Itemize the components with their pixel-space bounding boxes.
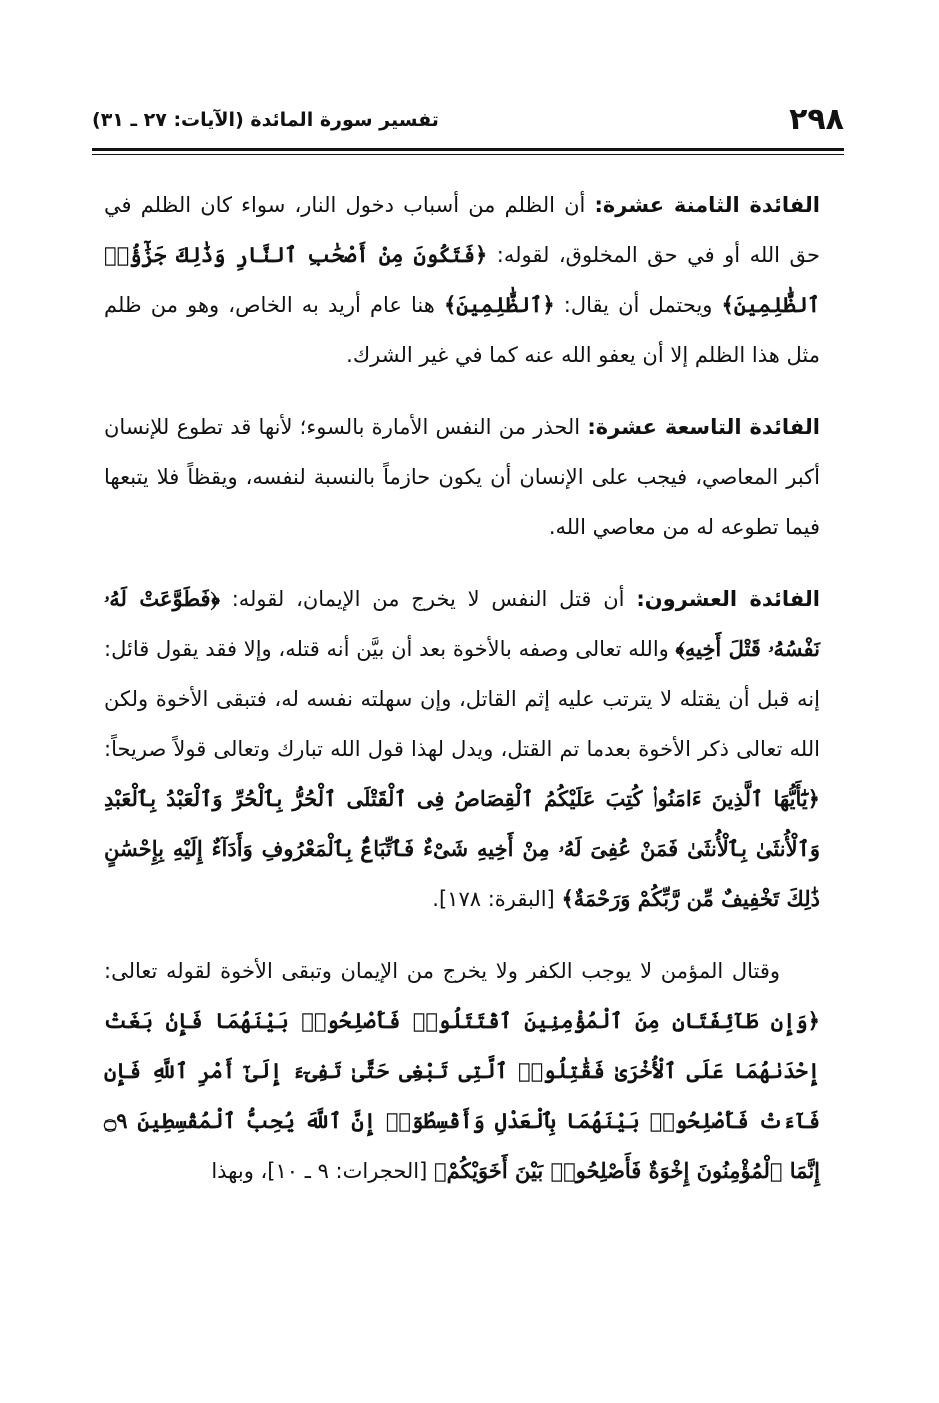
quran-verse: ﴿فَتَكُونَ مِنْ أَصْحَٰبِ ٱلنَّارِ وَذَٰلِكَ جَزَٰٓؤُا۟ ٱلظَّٰلِمِينَ﴾ <box>104 242 820 317</box>
paragraph <box>104 402 820 552</box>
body-segment: والله تعالى وصفه بالأخوة بعد أن بيَّن أنه قتله، وإلا فقد يقول قائل: إنه قبل أن يقتله لا يترتب عليه إثم القاتل، وإن سهلته نفسه له، فتبقى الأخوة ولكن الله تعالى ذكر الأخوة بعدما تم القتل، ويدل لهذا قول الله تبارك وتعالى قولاً صريحاً: <box>104 637 820 761</box>
paragraph <box>104 180 820 380</box>
body-segment: الحذر من النفس الأمارة بالسوء؛ لأنها قد تطوع للإنسان أكبر المعاصي، فيجب على الإنسان أن يكون حازماً بالنسبة لنفسه، ويقظاً فلا يتبعها فيما تطوعه له من معاصي الله. <box>104 415 820 539</box>
paragraph-lead: الفائدة التاسعة عشرة: <box>587 415 820 439</box>
paragraph-lead: الفائدة الثامنة عشرة: <box>594 193 820 217</box>
header-rule <box>92 148 844 151</box>
body-segment: وقتال المؤمن لا يوجب الكفر ولا يخرج من الإيمان وتبقى الأخوة لقوله تعالى: <box>104 959 780 983</box>
verse-reference: [الحجرات: ٩ ـ ١٠] <box>267 1159 428 1183</box>
body-segment: أن الظلم من أسباب دخول النار، سواء كان الظلم في حق الله أو في حق المخلوق، لقوله: <box>104 193 820 267</box>
page-header <box>92 100 844 146</box>
body-text <box>104 180 820 1196</box>
quran-verse: ﴿وَإِن طَآئِفَتَانِ مِنَ ٱلْمُؤْمِنِينَ ٱقْتَتَلُوا۟ فَأَصْلِحُوا۟ بَيْنَهُمَا فَإِنۢ بَغَتْ إِحْدَىٰهُمَا عَلَى ٱلْأُخْرَىٰ فَقَٰتِلُوا۟ ٱلَّتِى تَبْغِى حَتَّىٰ تَفِىٓءَ إِلَىٰٓ أَمْرِ ٱللَّهِ فَإِن فَآءَتْ فَأَصْلِحُوا۟ بَيْنَهُمَا بِٱلْعَدْلِ وَأَقْسِطُوٓا۟ إِنَّ ٱللَّهَ يُحِبُّ ٱلْمُقْسِطِينَ ۝٩ إِنَّمَا ٱلْمُؤْمِنُونَ إِخْوَةٌ فَأَصْلِحُوا۟ بَيْنَ أَخَوَيْكُمْ﴾ <box>104 1008 820 1183</box>
body-segment: هنا عام أريد به الخاص، وهو من ظلم مثل هذا الظلم إلا أن يعفو الله عنه كما في غير الشرك. <box>104 293 820 367</box>
paragraph <box>104 946 820 1196</box>
quran-verse: ﴿ٱلظَّٰلِمِينَ﴾ <box>443 292 555 317</box>
verse-reference: [البقرة: ١٧٨]. <box>432 887 555 911</box>
page-number: ٢٩٨ <box>789 102 844 137</box>
paragraph-lead: الفائدة العشرون: <box>636 587 820 611</box>
paragraph <box>104 574 820 924</box>
header-rule-thin <box>92 154 844 155</box>
quran-verse: ﴿يَٰٓأَيُّهَا ٱلَّذِينَ ءَامَنُوا۟ كُتِبَ عَلَيْكُمُ ٱلْقِصَاصُ فِى ٱلْقَتْلَى ٱلْحُرُّ بِٱلْحُرِّ وَٱلْعَبْدُ بِٱلْعَبْدِ وَٱلْأُنثَىٰ بِٱلْأُنثَىٰ فَمَنْ عُفِىَ لَهُۥ مِنْ أَخِيهِ شَىْءٌ فَٱتِّبَاعٌۢ بِٱلْمَعْرُوفِ وَأَدَآءٌ إِلَيْهِ بِإِحْسَٰنٍ ذَٰلِكَ تَخْفِيفٌ مِّن رَّبِّكُمْ وَرَحْمَةٌ﴾ <box>104 786 820 911</box>
running-title: تفسير سورة المائدة (الآيات: ٢٧ ـ ٣١) <box>92 109 439 131</box>
quran-verse: ﴿فَطَوَّعَتْ لَهُۥ نَفْسُهُۥ قَتْلَ أَخِيهِ﴾ <box>104 586 820 661</box>
body-segment: ويحتمل أن يقال: <box>554 293 722 317</box>
body-segment: أن قتل النفس لا يخرج من الإيمان، لقوله: <box>219 587 637 611</box>
body-segment: ، وبهذا <box>211 1159 268 1183</box>
